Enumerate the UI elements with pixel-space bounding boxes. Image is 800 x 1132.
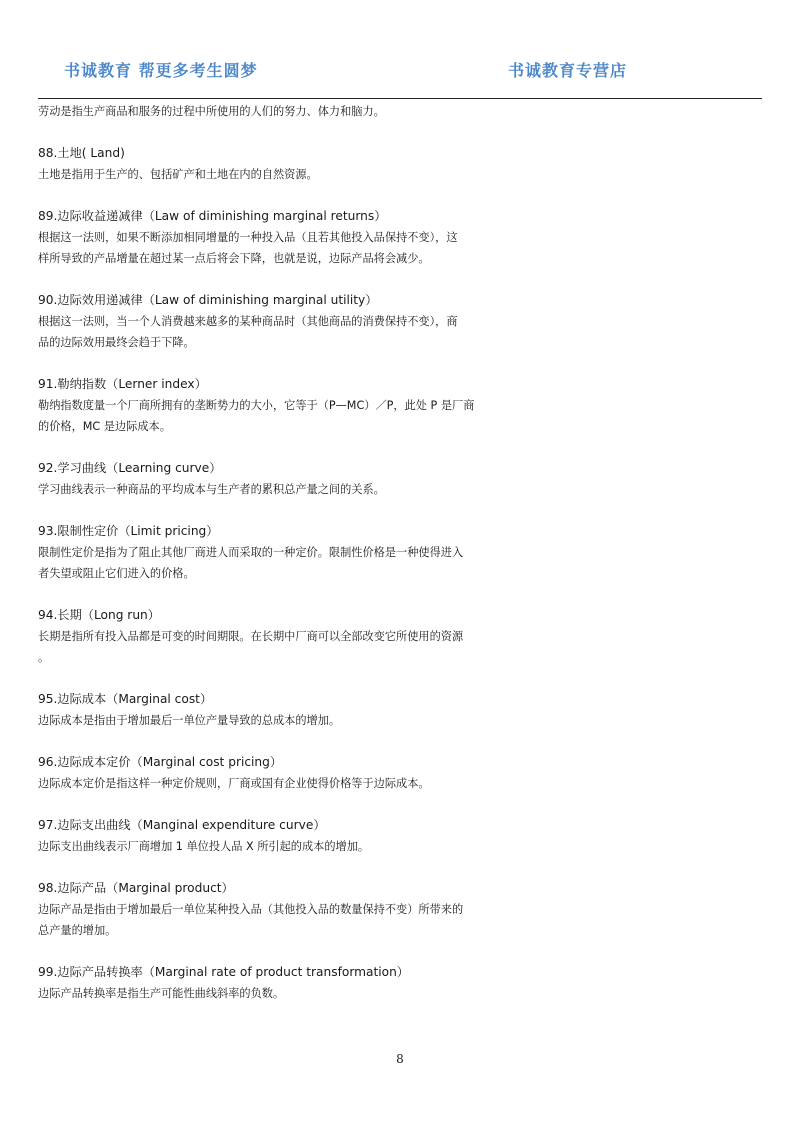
document-body (38, 101, 518, 1004)
entry-term: 93.限制性定价（Limit pricing） (38, 524, 219, 538)
entry-definition-line: 勒纳指数度量一个厂商所拥有的垄断势力的大小，它等于（P—MC）／P，此处 P 是厂商 (38, 399, 475, 412)
entry-definition-line: 学习曲线表示一种商品的平均成本与生产者的累积总产量之间的关系。 (38, 483, 385, 496)
glossary-entry (38, 458, 518, 500)
entry-definition-line: 边际支出曲线表示厂商增加 1 单位投人品 X 所引起的成本的增加。 (38, 840, 370, 853)
entry-definition-line: 总产量的增加。 (38, 924, 117, 937)
entry-definition-line: 。 (38, 651, 50, 664)
entry-term: 98.边际产品（Marginal product） (38, 881, 234, 895)
glossary-entry (38, 752, 518, 794)
glossary-entry (38, 290, 518, 353)
entry-term: 89.边际收益递减律（Law of diminishing marginal returns） (38, 209, 387, 223)
entry-definition-line: 边际产品是指由于增加最后一单位某种投入品（其他投入品的数量保持不变）所带来的 (38, 903, 464, 916)
header-divider (38, 98, 762, 99)
entry-term: 97.边际支出曲线（Manginal expenditure curve） (38, 818, 326, 832)
glossary-entry (38, 521, 518, 584)
entry-definition-line: 根据这一法则，当一个人消费越来越多的某种商品时（其他商品的消费保持不变），商 (38, 315, 458, 328)
entry-definition-line: 者失望或阻止它们进入的价格。 (38, 567, 195, 580)
entry-definition-line: 长期是指所有投入品都是可变的时间期限。在长期中厂商可以全部改变它所使用的资源 (38, 630, 464, 643)
intro-paragraph: 劳动是指生产商品和服务的过程中所使用的人们的努力、体力和脑力。 (38, 105, 385, 118)
glossary-entry (38, 962, 518, 1004)
entry-definition-line: 边际成本定价是指这样一种定价规则，厂商或国有企业使得价格等于边际成本。 (38, 777, 430, 790)
entry-term: 96.边际成本定价（Marginal cost pricing） (38, 755, 283, 769)
glossary-entry (38, 878, 518, 941)
entry-term: 91.勒纳指数（Lerner index） (38, 377, 207, 391)
entry-definition-line: 边际成本是指由于增加最后一单位产量导致的总成本的增加。 (38, 714, 341, 727)
header-shop-name: 书诚教育专营店 (508, 61, 628, 80)
entry-term: 90.边际效用递减律（Law of diminishing marginal utility） (38, 293, 378, 307)
entry-definition-line: 的价格，MC 是边际成本。 (38, 420, 171, 433)
entry-term: 92.学习曲线（Learning curve） (38, 461, 222, 475)
entry-term: 94.长期（Long run） (38, 608, 160, 622)
glossary-entry (38, 815, 518, 857)
entry-definition-line: 根据这一法则，如果不断添加相同增量的一种投入品（且若其他投入品保持不变），这 (38, 231, 458, 244)
page-number: 8 (396, 1052, 404, 1066)
glossary-entry (38, 206, 518, 269)
entry-definition-line: 边际产品转换率是指生产可能性曲线斜率的负数。 (38, 987, 285, 1000)
glossary-entry (38, 143, 518, 185)
glossary-entry (38, 374, 518, 437)
entry-term: 95.边际成本（Marginal cost） (38, 692, 213, 706)
glossary-entry (38, 689, 518, 731)
glossary-entry (38, 605, 518, 668)
entry-term: 88.土地( Land) (38, 146, 125, 160)
entry-definition-line: 样所导致的产品增量在超过某一点后将会下降，也就是说，边际产品将会减少。 (38, 252, 430, 265)
entry-definition-line: 品的边际效用最终会趋于下降。 (38, 336, 195, 349)
entry-term: 99.边际产品转换率（Marginal rate of product transformation） (38, 965, 409, 979)
entry-definition-line: 土地是指用于生产的、包括矿产和土地在内的自然资源。 (38, 168, 318, 181)
entry-definition-line: 限制性定价是指为了阻止其他厂商进人而采取的一种定价。限制性价格是一种使得进入 (38, 546, 464, 559)
header-shop-slogan: 书诚教育 帮更多考生圆梦 (64, 61, 258, 80)
glossary-entries (38, 143, 518, 1004)
